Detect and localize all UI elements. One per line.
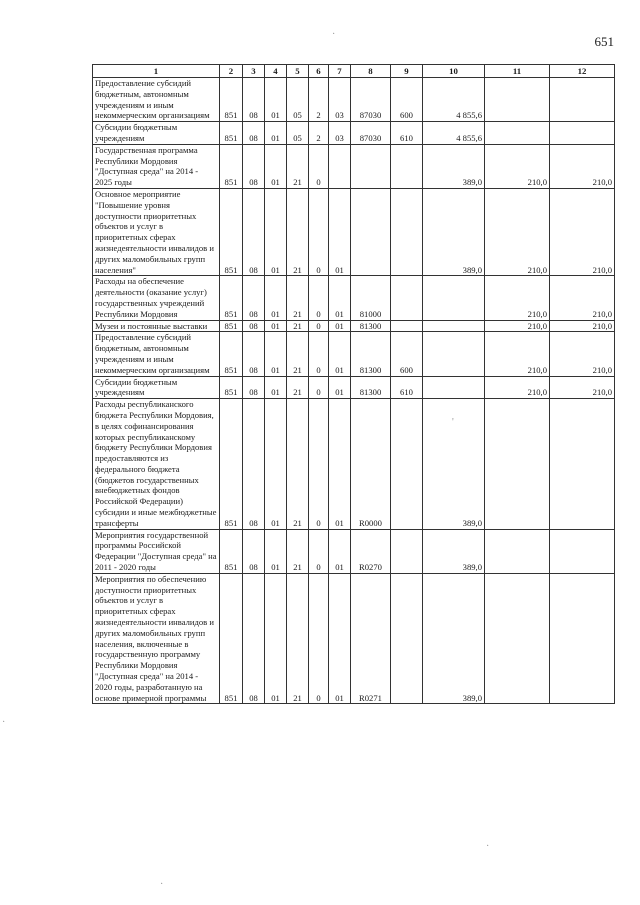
cell-amount-10: 389,0 xyxy=(423,573,485,704)
cell-amount-11: 210,0 xyxy=(485,376,550,399)
cell-activity xyxy=(329,144,351,188)
cell-subsection: 01 xyxy=(265,320,287,332)
cell-subsection: 01 xyxy=(265,376,287,399)
header-cell: 1 xyxy=(93,65,220,78)
row-name: Расходы республиканского бюджета Республики Мордовия, в целях софинансирования которых республиканскому бюджету Республики Мордовия предоставляются из федерального бюджета (бюджетов государственных внебюджетных фондов Российской Федерации) субсидии и иные межбюджетные трансферты xyxy=(93,399,220,530)
cell-activity: 01 xyxy=(329,399,351,530)
cell-expense-type xyxy=(391,529,423,573)
table-row xyxy=(93,276,615,320)
cell-program: 21 xyxy=(287,573,309,704)
cell-ministry: 851 xyxy=(220,529,243,573)
cell-activity: 03 xyxy=(329,122,351,145)
cell-subprogram: 2 xyxy=(309,122,329,145)
cell-section: 08 xyxy=(243,332,265,376)
cell-expense-type: 600 xyxy=(391,78,423,122)
header-cell: 10 xyxy=(423,65,485,78)
cell-ministry: 851 xyxy=(220,188,243,275)
cell-expense-type xyxy=(391,399,423,530)
page-number: 651 xyxy=(594,34,614,49)
table-row xyxy=(93,399,615,530)
cell-subprogram: 0 xyxy=(309,320,329,332)
cell-activity: 01 xyxy=(329,529,351,573)
cell-subprogram: 0 xyxy=(309,144,329,188)
cell-subprogram: 0 xyxy=(309,188,329,275)
cell-direction: R0271 xyxy=(351,573,391,704)
cell-amount-11: 210,0 xyxy=(485,320,550,332)
cell-section: 08 xyxy=(243,573,265,704)
cell-ministry: 851 xyxy=(220,276,243,320)
cell-amount-11: 210,0 xyxy=(485,332,550,376)
cell-amount-10 xyxy=(423,332,485,376)
header-cell: 9 xyxy=(391,65,423,78)
row-name: Основное мероприятие "Повышение уровня доступности приоритетных объектов и услуг в приоритетных сферах жизнедеятельности инвалидов и других маломобильных групп населения" xyxy=(93,188,220,275)
cell-program: 21 xyxy=(287,188,309,275)
cell-amount-10: 389,0 xyxy=(423,399,485,530)
cell-section: 08 xyxy=(243,320,265,332)
cell-amount-12 xyxy=(550,529,615,573)
cell-amount-12: 210,0 xyxy=(550,320,615,332)
scan-speck: · xyxy=(486,841,490,852)
cell-subprogram: 0 xyxy=(309,276,329,320)
table-row xyxy=(93,78,615,122)
cell-program: 21 xyxy=(287,529,309,573)
cell-ministry: 851 xyxy=(220,144,243,188)
cell-subsection: 01 xyxy=(265,573,287,704)
cell-expense-type xyxy=(391,573,423,704)
cell-amount-11 xyxy=(485,122,550,145)
header-cell: 4 xyxy=(265,65,287,78)
cell-program: 21 xyxy=(287,332,309,376)
cell-program: 21 xyxy=(287,320,309,332)
cell-subsection: 01 xyxy=(265,188,287,275)
budget-table xyxy=(92,64,615,704)
cell-amount-12: 210,0 xyxy=(550,188,615,275)
cell-subsection: 01 xyxy=(265,529,287,573)
cell-subprogram: 0 xyxy=(309,376,329,399)
table-row xyxy=(93,122,615,145)
cell-activity: 03 xyxy=(329,78,351,122)
cell-ministry: 851 xyxy=(220,376,243,399)
cell-subsection: 01 xyxy=(265,399,287,530)
cell-expense-type xyxy=(391,188,423,275)
cell-direction: 87030 xyxy=(351,78,391,122)
cell-amount-10: 4 855,6 xyxy=(423,122,485,145)
cell-ministry: 851 xyxy=(220,78,243,122)
cell-direction xyxy=(351,188,391,275)
table-header-row xyxy=(93,65,615,78)
header-cell: 3 xyxy=(243,65,265,78)
cell-section: 08 xyxy=(243,122,265,145)
cell-activity: 01 xyxy=(329,376,351,399)
cell-amount-11 xyxy=(485,573,550,704)
cell-expense-type xyxy=(391,320,423,332)
header-cell: 6 xyxy=(309,65,329,78)
row-name: Субсидии бюджетным учреждениям xyxy=(93,376,220,399)
cell-section: 08 xyxy=(243,399,265,530)
cell-direction xyxy=(351,144,391,188)
cell-direction: 81000 xyxy=(351,276,391,320)
cell-ministry: 851 xyxy=(220,122,243,145)
cell-section: 08 xyxy=(243,376,265,399)
cell-subprogram: 0 xyxy=(309,529,329,573)
header-cell: 12 xyxy=(550,65,615,78)
cell-direction: 81300 xyxy=(351,376,391,399)
cell-amount-12 xyxy=(550,573,615,704)
row-name: Государственная программа Республики Мордовия "Доступная среда" на 2014 - 2025 годы xyxy=(93,144,220,188)
cell-expense-type xyxy=(391,276,423,320)
cell-amount-11: 210,0 xyxy=(485,144,550,188)
cell-amount-12 xyxy=(550,122,615,145)
table-row xyxy=(93,573,615,704)
cell-section: 08 xyxy=(243,276,265,320)
cell-amount-10: 389,0 xyxy=(423,188,485,275)
cell-amount-11: 210,0 xyxy=(485,276,550,320)
cell-amount-12: 210,0 xyxy=(550,276,615,320)
cell-direction: R0270 xyxy=(351,529,391,573)
cell-program: 21 xyxy=(287,399,309,530)
cell-amount-12: 210,0 xyxy=(550,144,615,188)
cell-ministry: 851 xyxy=(220,399,243,530)
cell-subsection: 01 xyxy=(265,144,287,188)
cell-amount-11 xyxy=(485,529,550,573)
table-row xyxy=(93,144,615,188)
table-row xyxy=(93,376,615,399)
cell-amount-12: 210,0 xyxy=(550,332,615,376)
row-name: Музеи и постоянные выставки xyxy=(93,320,220,332)
cell-ministry: 851 xyxy=(220,320,243,332)
row-name: Мероприятия государственной программы Российской Федерации "Доступная среда" на 2011 - 2020 годы xyxy=(93,529,220,573)
header-cell: 8 xyxy=(351,65,391,78)
cell-subsection: 01 xyxy=(265,332,287,376)
cell-ministry: 851 xyxy=(220,573,243,704)
cell-amount-11 xyxy=(485,399,550,530)
cell-subsection: 01 xyxy=(265,276,287,320)
header-cell: 5 xyxy=(287,65,309,78)
cell-section: 08 xyxy=(243,144,265,188)
header-cell: 2 xyxy=(220,65,243,78)
cell-amount-12: 210,0 xyxy=(550,376,615,399)
row-name: Субсидии бюджетным учреждениям xyxy=(93,122,220,145)
cell-activity: 01 xyxy=(329,276,351,320)
row-name: Расходы на обеспечение деятельности (оказание услуг) государственных учреждений Республики Мордовия xyxy=(93,276,220,320)
row-name: Предоставление субсидий бюджетным, автономным учреждениям и иным некоммерческим организациям xyxy=(93,332,220,376)
table-row xyxy=(93,332,615,376)
cell-program: 21 xyxy=(287,276,309,320)
cell-amount-10: 389,0 xyxy=(423,144,485,188)
cell-activity: 01 xyxy=(329,573,351,704)
scan-speck: · xyxy=(160,879,164,890)
cell-subprogram: 0 xyxy=(309,399,329,530)
cell-activity: 01 xyxy=(329,332,351,376)
cell-expense-type: 600 xyxy=(391,332,423,376)
cell-direction: 81300 xyxy=(351,320,391,332)
cell-expense-type: 610 xyxy=(391,122,423,145)
table-row xyxy=(93,188,615,275)
cell-subprogram: 0 xyxy=(309,332,329,376)
scan-speck: · xyxy=(332,29,336,40)
cell-activity: 01 xyxy=(329,320,351,332)
cell-amount-12 xyxy=(550,399,615,530)
cell-subsection: 01 xyxy=(265,122,287,145)
cell-amount-10 xyxy=(423,376,485,399)
cell-direction: 81300 xyxy=(351,332,391,376)
cell-amount-10 xyxy=(423,320,485,332)
header-cell: 7 xyxy=(329,65,351,78)
row-name: Предоставление субсидий бюджетным, автономным учреждениям и иным некоммерческим организациям xyxy=(93,78,220,122)
cell-direction: 87030 xyxy=(351,122,391,145)
cell-section: 08 xyxy=(243,78,265,122)
scan-speck: ' xyxy=(452,417,454,428)
cell-subsection: 01 xyxy=(265,78,287,122)
table-row xyxy=(93,529,615,573)
cell-ministry: 851 xyxy=(220,332,243,376)
cell-activity: 01 xyxy=(329,188,351,275)
cell-program: 05 xyxy=(287,122,309,145)
cell-amount-10 xyxy=(423,276,485,320)
cell-amount-11: 210,0 xyxy=(485,188,550,275)
scan-speck: · xyxy=(2,717,6,728)
cell-program: 05 xyxy=(287,78,309,122)
cell-amount-10: 4 855,6 xyxy=(423,78,485,122)
cell-program: 21 xyxy=(287,144,309,188)
cell-direction: R0000 xyxy=(351,399,391,530)
header-cell: 11 xyxy=(485,65,550,78)
cell-amount-10: 389,0 xyxy=(423,529,485,573)
cell-section: 08 xyxy=(243,529,265,573)
table-row xyxy=(93,320,615,332)
cell-amount-12 xyxy=(550,78,615,122)
cell-program: 21 xyxy=(287,376,309,399)
row-name: Мероприятия по обеспечению доступности приоритетных объектов и услуг в приоритетных сферах жизнедеятельности инвалидов и других маломобильных групп населения, включенные в государственную программу Республики Мордовия "Доступная среда" на 2014 - 2020 годы, разработанную на основе примерной программы xyxy=(93,573,220,704)
cell-amount-11 xyxy=(485,78,550,122)
cell-subprogram: 0 xyxy=(309,573,329,704)
cell-subprogram: 2 xyxy=(309,78,329,122)
cell-expense-type: 610 xyxy=(391,376,423,399)
cell-section: 08 xyxy=(243,188,265,275)
cell-expense-type xyxy=(391,144,423,188)
